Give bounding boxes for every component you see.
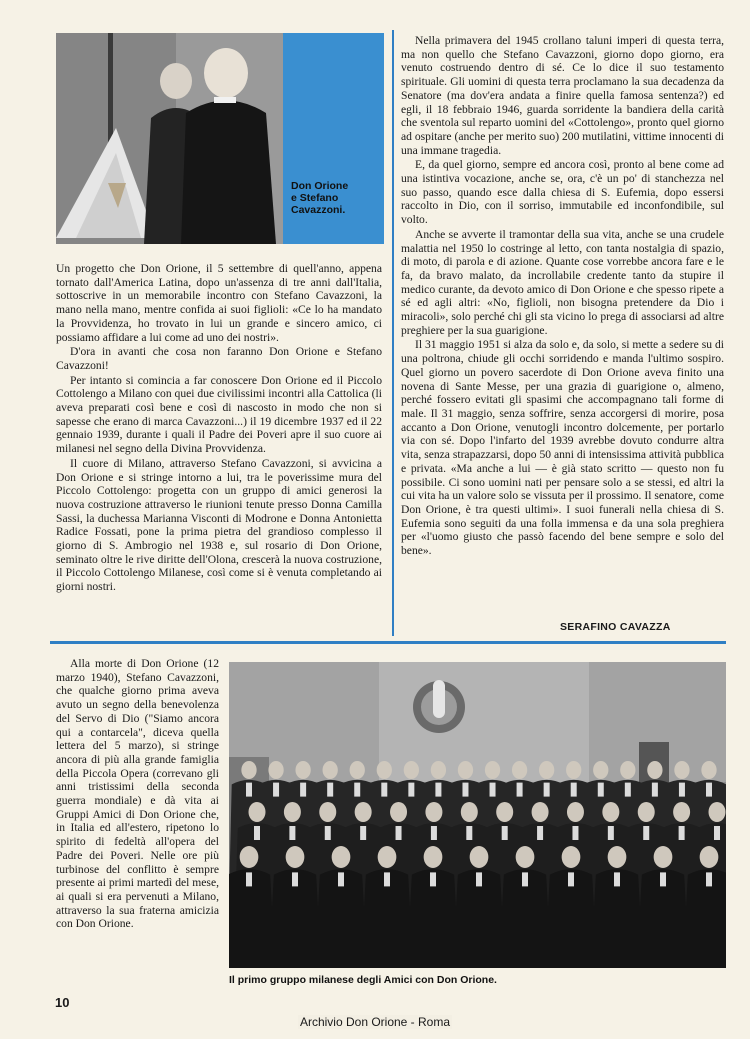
top-photo-caption: Don Orione e Stefano Cavazzoni. <box>291 180 349 216</box>
section-divider <box>50 641 726 644</box>
paragraph: Anche se avverte il tramontar della sua vita, anche se una crudele malattia nel 1950 lo costringe al letto, con tanta nostalgia di spazio, di moto, di parola e di azione. Quante cose vorrebbe ancora fare e le fa, da bravo malato, da incrollabile credente tanto da stupire il medico curante, da devoto amico di Don Orione e che spesso ripete a sé ed agli altri: «No, figlioli, non bisogna pretendere da Dio i miracoli», solo perché chi gli sta vicino lo prega di associarsi ad altre preghiere per la sua guarigione. <box>401 227 724 337</box>
paragraph: Il 31 maggio 1951 si alza da solo e, da solo, si mette a sedere su di una poltrona, chiude gli occhi sorridendo e manda l'ultimo sospiro. Quel giorno un povero sacerdote di Don Orione aveva finito una novena di Sante Messe, per una grazia di guarigione o, almeno, perché fossero evitati gli spasimi che accompagnano tali forme di male. Il 31 maggio, senza soffrire, senza accorgersi di morire, posa accanto a Don Orione, venutogli incontro dolcemente, per portarlo via con sé. Dopo l'infarto del 1939 avrebbe dovuto condurre altra vita, senza strapazzarsi, dopo 50 anni di intensissima attività pubblica e privata. «Ma anche a lui — è già stato scritto — questo non fu possibile. Ci sono uomini nati per pensare solo a se stessi, ed altri la cui vita ha un valore solo se vissuta per il prossimo. Il senatore, come Don Orione, è tra questi ultimi». I suoi funerali nella chiesa di S. Eufemia sono seguiti da una folla immensa e da una sola preghiera per «l'uomo giusto che passò facendo del bene sempre e solo del bene». <box>401 338 724 558</box>
page-number: 10 <box>55 995 70 1010</box>
archive-credit <box>0 1015 750 1029</box>
paragraph: Alla morte di Don Orione (12 marzo 1940), Stefano Cavazzoni, che qualche giorno prima aveva avuto un segno della benevolenza del Servo di Dio ("Siamo ancora qui a contarcela", diceva quella lettera del 5 marzo), si stringe ancora di più alla grande famiglia della Piccola Opera (correvano gli anni tristissimi della seconda guerra mondiale) e dà vita ai Gruppi Amici di Don Orione che, in Italia ed all'estero, ripetono lo spirito di fedeltà all'opera del Padre dei Poveri. Nelle ore più turbinose del conflitto è sempre presente ai primi martedì del mese, ai quali si era pervenuti a Milano, attraverso la sua fraterna amicizia con Don Orione. <box>56 657 219 931</box>
group-photo-caption: Il primo gruppo milanese degli Amici con Don Orione. <box>229 974 497 986</box>
archive-text: Archivio Don Orione - Roma <box>299 1015 451 1029</box>
paragraph: Nella primavera del 1945 crollano taluni imperi di questa terra, ma non quello che Stefano Cavazzoni, giorno dopo giorno, era venuto costruendo dentro di sé. Ce lo dice il suo testamento spirituale. Gli uomini di questa terra proclamano la sua decadenza da Senatore (ma dov'era andata a finire quella famosa sentenza?) ed egli, il 18 febbraio 1946, guarda sorridente la bandiera della carità che sventola sul reparto uomini del «Cottolengo», pronto quel giorno ad ospitare (anche per merito suo) 200 mutilatini, vittime innocenti di una immane tragedia. <box>401 34 724 157</box>
bottom-column <box>56 657 219 932</box>
left-column <box>56 262 382 595</box>
paragraph: Un progetto che Don Orione, il 5 settembre di quell'anno, appena tornato dall'America Latina, dopo un'assenza di tre anni dall'Italia, sottoscrive in un memorabile incontro con Stefano Cavazzoni, la mano nella mano, mentre confida ai suoi figlioli: «Ce lo ha mandato la Provvidenza, ho trovato in lui un grande e sincero amico, ci possiamo affidare a lui come ad uno dei nostri». <box>56 262 382 344</box>
paragraph: D'ora in avanti che cosa non faranno Don Orione e Stefano Cavazzoni! <box>56 345 382 372</box>
paragraph: Il cuore di Milano, attraverso Stefano Cavazzoni, si avvicina a Don Orione e si stringe intorno a lui, tra le poverissime mura del Piccolo Cottolengo: progetta con un gruppo di amici generosi la nuova costruzione attraverso le riunioni tenute presso Donna Camilla Sassi, la duchessa Marianna Visconti di Modrone e Donna Antonietta Radice Fossati, pone la prima pietra del grandioso complesso il giorno di S. Ambrogio nel 1938 e, sul rosario di Don Orione, seminato oltre le rive diritte dell'Olona, crescerà la nuova costruzione, il Piccolo Cottolengo Milanese, così come si è venuta completando ai giorni nostri. <box>56 456 382 594</box>
top-photo <box>56 33 284 244</box>
paragraph: Per intanto si comincia a far conoscere Don Orione ed il Piccolo Cottolengo a Milano con quei due civilissimi incontri alla Cattolica (li aveva preparati così bene e così di nascosto in modo che non si sapesse che erano di marca Cavazzoni...) il 19 dicembre 1937 ed il 22 gennaio 1939, durante i quali il Padre dei Poveri apre il suo cuore ai milanesi nel segno della Divina Provvidenza. <box>56 373 382 456</box>
right-column <box>401 34 724 559</box>
author-signature: SERAFINO CAVAZZA <box>560 621 671 633</box>
paragraph: E, da quel giorno, sempre ed ancora così, pronto al bene come ad una istintiva vocazione, anche se, ora, c'è un po' di stanchezza nel suo passo, quando esce dalla chiesa di S. Eufemia, dopo essersi raccolto in Dio, con il sorriso, immutabile ed inconfondibile, sul volto. <box>401 158 724 227</box>
group-photo <box>229 662 726 968</box>
column-divider <box>392 30 394 636</box>
